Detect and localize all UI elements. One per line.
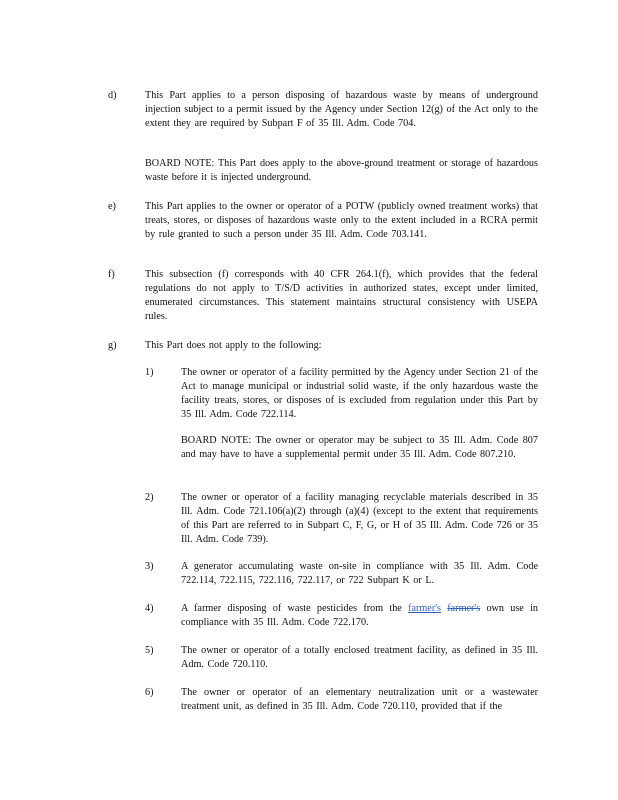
- item-g5-text: The owner or operator of a totally enclosed treatment facility, as defined in 35 Ill. Adm. Code 720.110.: [181, 645, 538, 670]
- item-g5-label: 5): [145, 645, 154, 656]
- item-g1-text: The owner or operator of a facility permitted by the Agency under Section 21 of the Act to manage municipal or industrial solid waste, if the only hazardous waste the facility treats, stores, or disposes of is excluded from regulation under this Part by 35 Ill. Adm. Code 722.114.: [181, 367, 538, 420]
- item-f-text: This subsection (f) corresponds with 40 CFR 264.1(f), which provides that the federal regulations do not apply to T/S/D activities in authorized states, except under limited, enumerated circumstances. This statement maintains structural consistency with USEPA rules.: [145, 269, 538, 322]
- item-g2-text: The owner or operator of a facility managing recyclable materials described in 35 Ill. Adm. Code 721.106(a)(2) through (a)(4) (except to the extent that requirements of this Part are referred to in Subpart C, F, G, or H of 35 Ill. Adm. Code 726 or 35 Ill. Adm. Code 739).: [181, 492, 538, 545]
- item-d-text: This Part applies to a person disposing of hazardous waste by means of underground injection subject to a permit issued by the Agency under Section 12(g) of the Act only to the extent they are required by Subpart F of 35 Ill. Adm. Code 704.: [145, 90, 538, 129]
- item-d-board-note: BOARD NOTE: This Part does apply to the above-ground treatment or storage of hazardous waste before it is injected underground.: [145, 158, 538, 183]
- item-g4-text-before: A farmer disposing of waste pesticides from the: [181, 603, 409, 614]
- item-e-label: e): [108, 201, 116, 212]
- item-g1-label: 1): [145, 367, 154, 378]
- item-g3-label: 3): [145, 561, 154, 572]
- item-g6-label: 6): [145, 687, 154, 698]
- item-g4-text: [181, 602, 538, 630]
- item-g-text: This Part does not apply to the following:: [145, 340, 322, 351]
- item-g4-label: 4): [145, 603, 154, 614]
- item-d-label: d): [108, 90, 117, 101]
- item-g4-deleted-text: farmer's: [447, 603, 481, 614]
- item-g2-label: 2): [145, 492, 154, 503]
- item-g3-text: A generator accumulating waste on-site in compliance with 35 Ill. Adm. Code 722.114, 722.115, 722.116, 722.117, or 722 Subpart K or L.: [181, 561, 538, 586]
- item-g6-text: The owner or operator of an elementary neutralization unit or a wastewater treatment unit, as defined in 35 Ill. Adm. Code 720.110, provided that if the: [181, 687, 538, 712]
- item-g4-text-after: own use in compliance with 35 Ill. Adm. Code 722.170.: [181, 603, 538, 628]
- item-g-label: g): [108, 340, 117, 351]
- item-e-text: This Part applies to the owner or operator of a POTW (publicly owned treatment works) that treats, stores, or disposes of hazardous waste only to the extent included in a RCRA permit by rule granted to such a person under 35 Ill. Adm. Code 703.141.: [145, 201, 538, 240]
- item-g1-board-note: BOARD NOTE: The owner or operator may be subject to 35 Ill. Adm. Code 807 and may have to have a supplemental permit under 35 Ill. Adm. Code 807.210.: [181, 435, 538, 460]
- item-g4-inserted-text: farmer's: [408, 603, 442, 614]
- item-f-label: f): [108, 269, 115, 280]
